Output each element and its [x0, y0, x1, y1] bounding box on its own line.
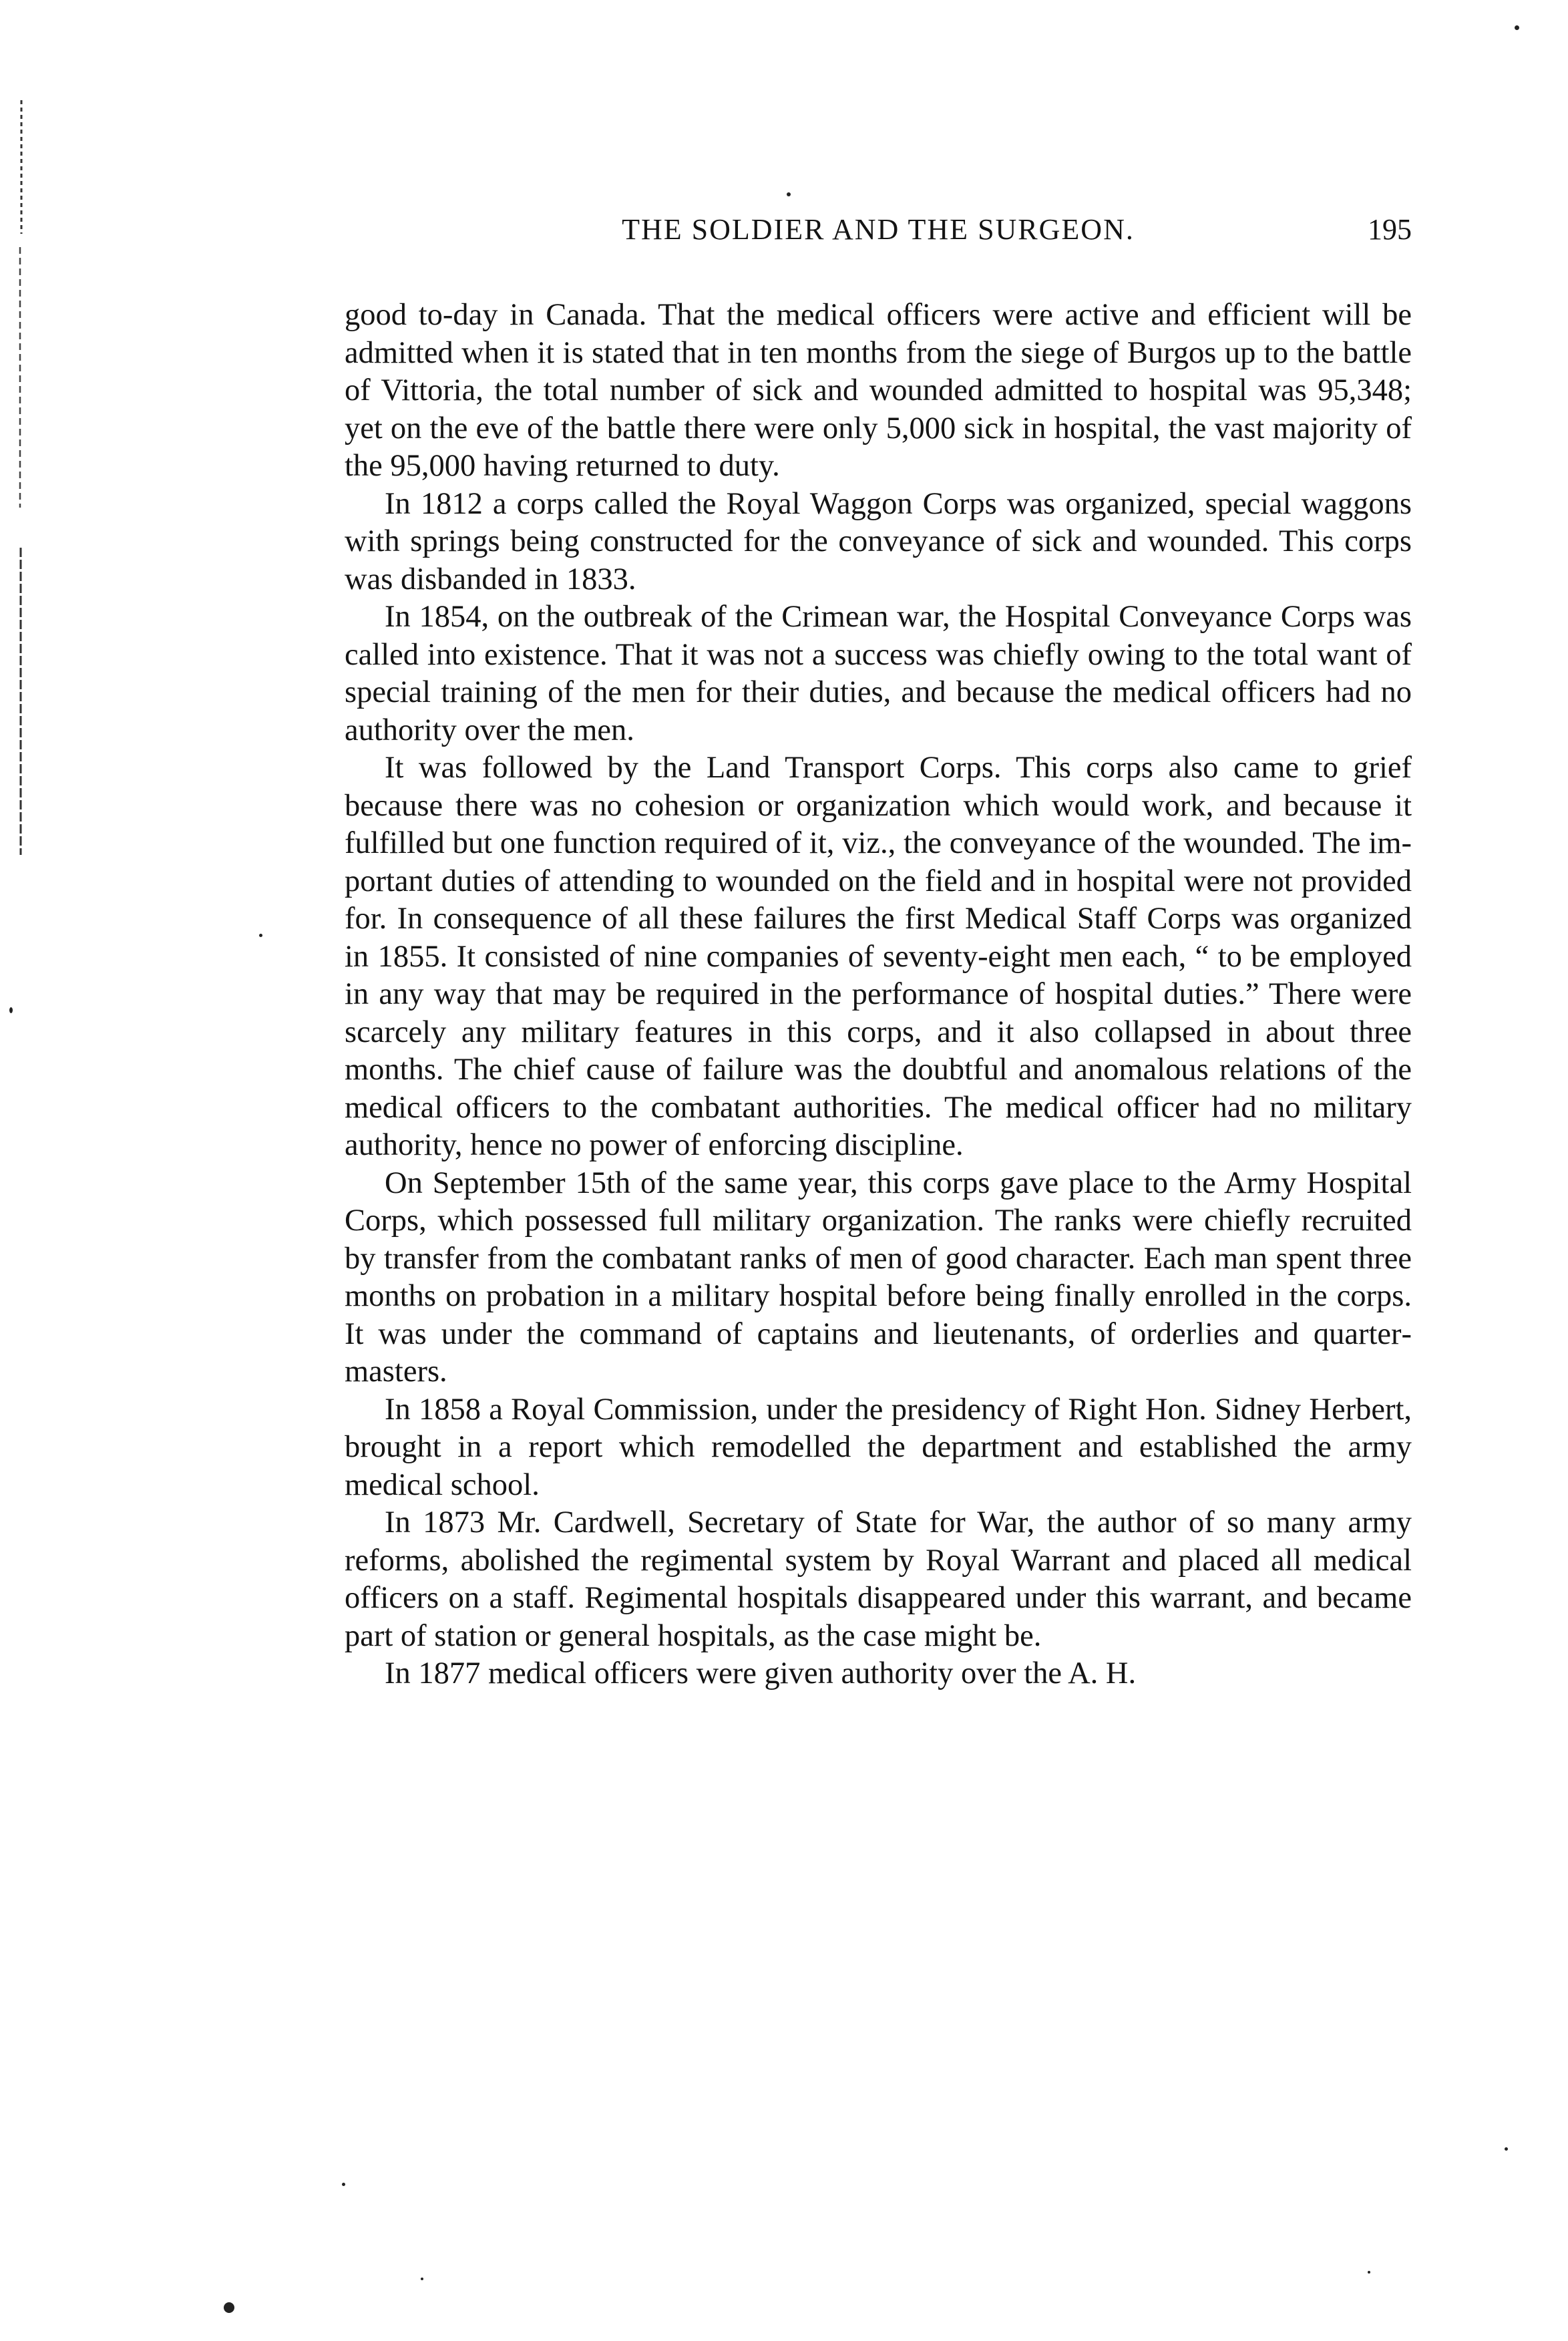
scan-speck — [421, 2278, 423, 2280]
paragraph: In 1858 a Royal Commission, under the presidency of Right Hon. Sidney Herbert, brought in a report which remodelled the department and established the army medical school. — [345, 1392, 1412, 1502]
scan-edge-artifact — [12, 80, 32, 882]
scan-speck — [259, 934, 262, 937]
scan-speck — [1515, 25, 1519, 30]
paragraph: In 1877 medical officers were given authority over the A. H. — [385, 1656, 1137, 1690]
paragraph: good to-day in Canada. That the medical officers were active and efficient will be admitted when it is stated that in ten months from the siege of Burgos up to the battle of Vittoria, the total number of sick and wounded admitted to hospital was 95,348; yet on the eve of the battle there were only 5,000 sick in hospital, the vast majority of the 95,000 having returned to duty. — [345, 298, 1412, 483]
scan-gutter-marks — [12, 80, 32, 882]
scan-speck — [342, 2183, 345, 2186]
body-text — [345, 297, 1412, 1693]
running-header — [345, 212, 1412, 252]
scan-speck — [9, 1007, 13, 1013]
paragraph: On September 15th of the same year, this corps gave place to the Army Hospital Corps, which possessed full military organization. The ranks were chiefly recruited by transfer from the combatant ranks of men of good character. Each man spent three months on probation in a military hospital before being finally enrolled in the corps. It was under the command of captains and lieutenants, of orderlies and quartermasters. — [345, 1165, 1412, 1389]
scan-speck — [224, 2302, 234, 2313]
paragraph: In 1854, on the outbreak of the Crimean war, the Hospital Conveyance Corps was called into existence. That it was not a success was chiefly owing to the total want of special training of the men for their duties, and because the medical officers had no authority over the men. — [345, 600, 1412, 747]
paragraph: In 1873 Mr. Cardwell, Secretary of State for War, the author of so many army reforms, abolished the regimental system by Royal Warrant and placed all medical officers on a staff. Regimental hospitals disappeared under this warrant, and became part of station or general hospitals, as the case might be. — [345, 1505, 1412, 1653]
scan-speck — [1505, 2147, 1508, 2151]
paragraph: In 1812 a corps called the Royal Waggon Corps was organized, special waggons with springs being constructed for the conveyance of sick and wounded. This corps was disbanded in 1833. — [345, 486, 1412, 596]
running-title: THE SOLDIER AND THE SURGEON. — [622, 213, 1135, 246]
page-number: 195 — [1368, 213, 1412, 246]
scan-speck — [1368, 2271, 1370, 2274]
paragraph: It was followed by the Land Transport Corps. This corps also came to grief because there was no cohesion or organization which would work, and because it fulfilled but one function required of it, viz., the conveyance of the wounded. The important duties of attending to wounded on the field and in hospital were not provided for. In consequence of all these failures the first Medical Staff Corps was organized in 1855. It consisted of nine companies of seventy-eight men each, “ to be employed in any way that may be required in the performance of hospital duties.” There were scarcely any military features in this corps, and it also collapsed in about three months. The chief cause of failure was the doubtful and anomalous relations of the medical officers to the combatant authorities. The medical officer had no military authority, hence no power of enforcing discipline. — [345, 751, 1412, 1162]
scan-speck — [787, 192, 791, 196]
